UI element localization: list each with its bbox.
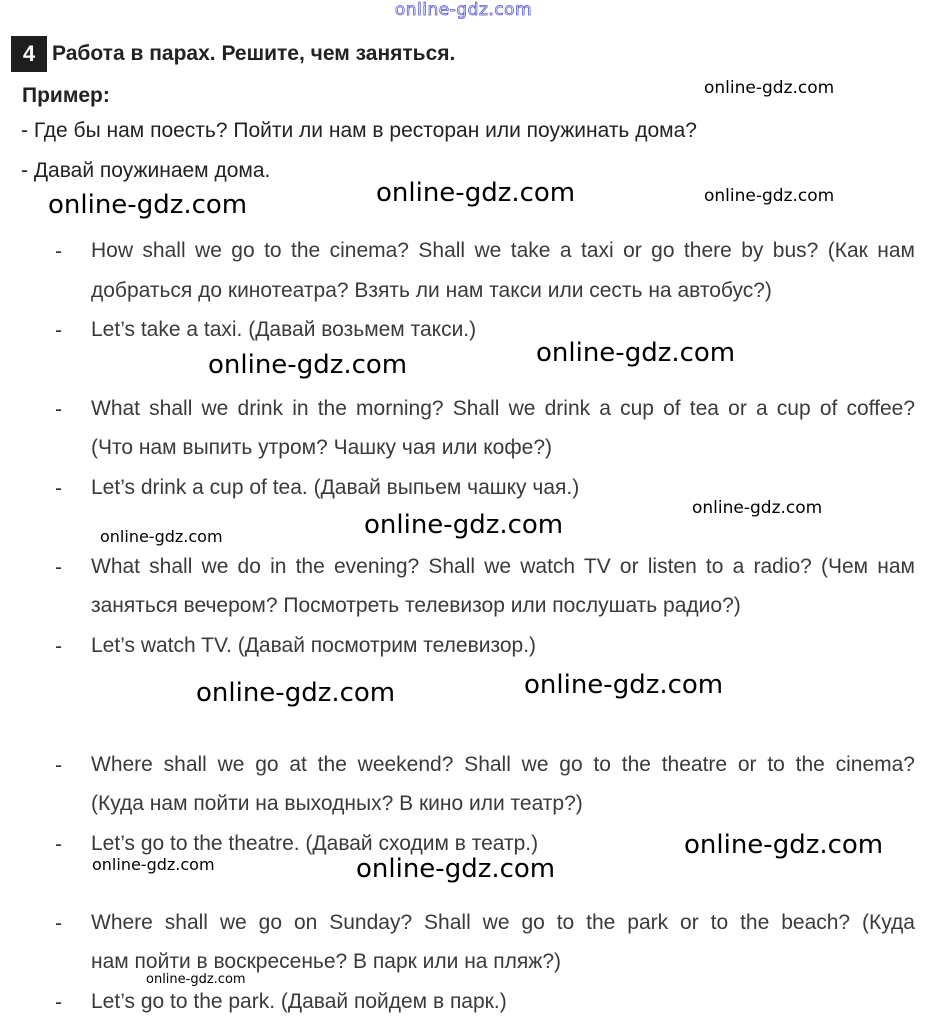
watermark: online-gdz.com	[536, 338, 736, 368]
dialogue-question-continued: (Куда нам пойти на выходных? В кино или театр?)	[91, 792, 583, 815]
list-dash: -	[55, 477, 62, 500]
dialogue-question: What shall we drink in the morning? Shall we drink a cup of tea or a cup of coffee?	[91, 397, 915, 420]
watermark: online-gdz.com	[364, 510, 564, 540]
list-dash: -	[55, 556, 62, 579]
dialogue-answer: Let’s go to the park. (Давай пойдем в парк.)	[91, 990, 507, 1013]
dialogue-question-continued: добраться до кинотеатра? Взять ли нам такси или сесть на автобус?)	[91, 279, 772, 302]
task-title: Работа в парах. Решите, чем заняться.	[52, 42, 456, 65]
dialogue-answer: Let’s go to the theatre. (Давай сходим в театр.)	[91, 832, 539, 855]
watermark: online-gdz.com	[196, 678, 396, 708]
task-number-badge: 4	[11, 36, 47, 72]
watermark: online-gdz.com	[208, 350, 408, 380]
dialogue-answer: Let’s take a taxi. (Давай возьмем такси.)	[91, 318, 477, 341]
watermark: online-gdz.com	[146, 972, 246, 987]
watermark: online-gdz.com	[356, 854, 556, 884]
dialogue-question-continued: заняться вечером? Посмотреть телевизор или послушать радио?)	[91, 594, 741, 617]
watermark: online-gdz.com	[376, 178, 576, 208]
list-dash: -	[55, 912, 62, 935]
example-line: - Давай поужинаем дома.	[21, 159, 271, 182]
list-dash: -	[55, 240, 62, 263]
list-dash: -	[55, 319, 62, 342]
dialogue-answer: Let’s drink a cup of tea. (Давай выпьем чашку чая.)	[91, 476, 580, 499]
dialogue-answer: Let’s watch TV. (Давай посмотрим телевизор.)	[91, 634, 537, 657]
list-dash: -	[55, 635, 62, 658]
dialogue-question-continued: нам пойти в воскресенье? В парк или на пляж?)	[91, 950, 562, 973]
watermark: online-gdz.com	[704, 78, 835, 98]
watermark: online-gdz.com	[704, 186, 835, 206]
watermark: online-gdz.com	[524, 670, 724, 700]
example-label: Пример:	[22, 84, 110, 107]
dialogue-question: How shall we go to the cinema? Shall we take a taxi or go there by bus? (Как нам	[91, 239, 915, 262]
list-dash: -	[55, 754, 62, 777]
example-line: - Где бы нам поесть? Пойти ли нам в ресторан или поужинать дома?	[21, 119, 697, 142]
dialogue-question: What shall we do in the evening? Shall we watch TV or listen to a radio? (Чем нам	[91, 555, 915, 578]
dialogue-question: Where shall we go on Sunday? Shall we go to the park or to the beach? (Куда	[91, 911, 915, 934]
task-header	[11, 36, 455, 72]
watermark: online-gdz.com	[100, 527, 223, 546]
dialogue-question: Where shall we go at the weekend? Shall we go to the theatre or to the cinema?	[91, 753, 915, 776]
watermark: online-gdz.com	[92, 855, 215, 874]
list-dash: -	[55, 991, 62, 1014]
dialogue-question-continued: (Что нам выпить утром? Чашку чая или кофе?)	[91, 436, 552, 459]
list-dash: -	[55, 398, 62, 421]
watermark: online-gdz.com	[692, 498, 823, 518]
watermark: online-gdz.com	[684, 830, 884, 860]
watermark: online-gdz.com	[48, 190, 248, 220]
list-dash: -	[55, 833, 62, 856]
watermark-top: online-gdz.com	[394, 0, 533, 20]
